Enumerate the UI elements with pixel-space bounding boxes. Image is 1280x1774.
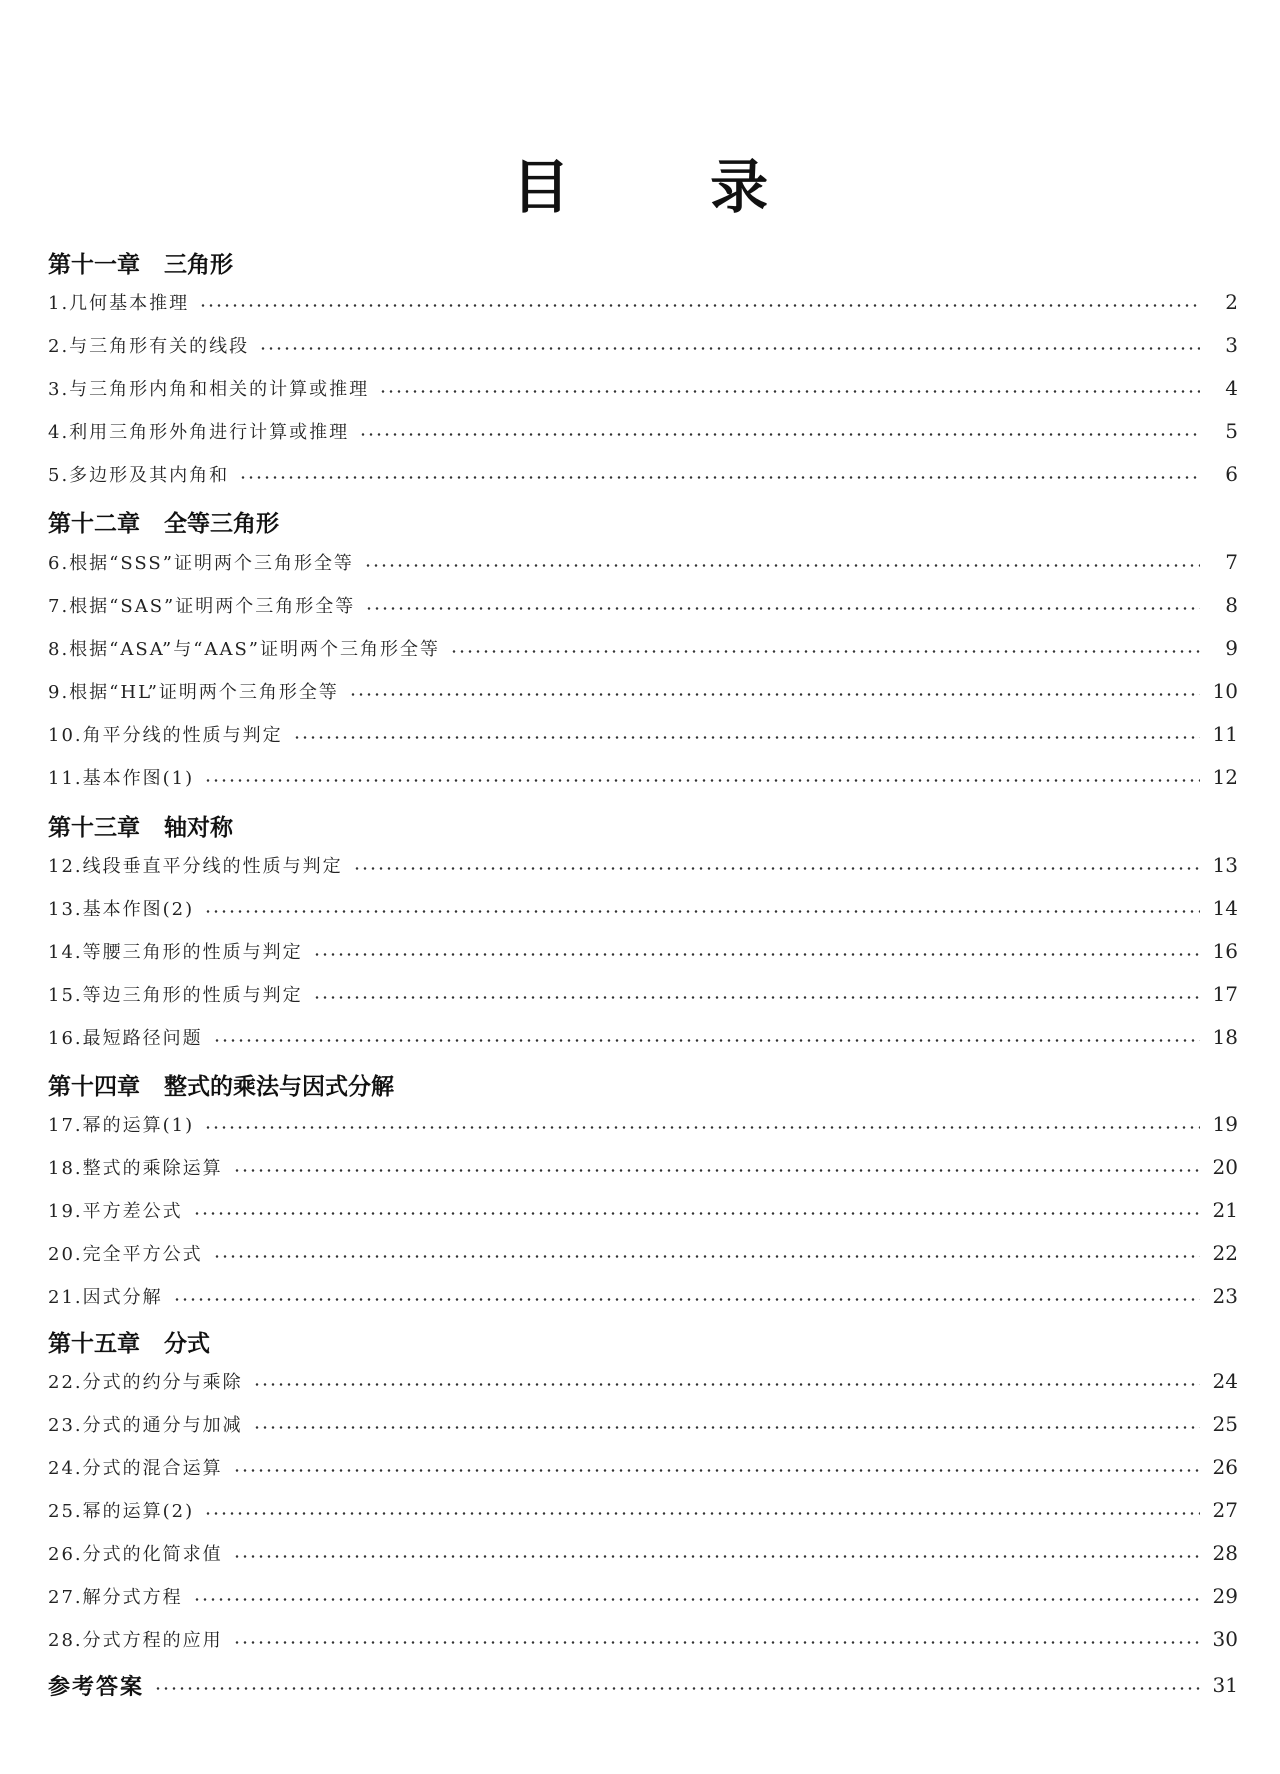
toc-entry[interactable] bbox=[48, 1364, 1238, 1398]
dot-leader bbox=[359, 433, 1200, 436]
page-number: 7 bbox=[1225, 550, 1238, 574]
entry-label: 12.线段垂直平分线的性质与判定 bbox=[48, 856, 343, 877]
page-number: 11 bbox=[1212, 722, 1238, 746]
dot-leader bbox=[204, 910, 1200, 913]
dot-leader bbox=[253, 1383, 1200, 1386]
page-title: 目 录 bbox=[511, 153, 829, 221]
page-number: 8 bbox=[1225, 593, 1238, 617]
toc-entry[interactable] bbox=[48, 1622, 1238, 1656]
dot-leader bbox=[379, 390, 1200, 393]
entry-label: 22.分式的约分与乘除 bbox=[48, 1372, 243, 1393]
dot-leader bbox=[233, 1641, 1200, 1644]
dot-leader bbox=[313, 996, 1200, 999]
page-number: 29 bbox=[1212, 1584, 1238, 1608]
entry-label: 26.分式的化简求值 bbox=[48, 1544, 223, 1565]
page-number: 31 bbox=[1212, 1673, 1238, 1697]
dot-leader bbox=[193, 1598, 1200, 1601]
dot-leader bbox=[253, 1426, 1200, 1429]
entry-label: 24.分式的混合运算 bbox=[48, 1458, 223, 1479]
entry-label: 5.多边形及其内角和 bbox=[48, 465, 230, 486]
chapter-heading bbox=[48, 245, 1238, 279]
entry-label: 3.与三角形内角和相关的计算或推理 bbox=[48, 379, 370, 400]
entry-label: 20.完全平方公式 bbox=[48, 1244, 203, 1265]
entry-label: 18.整式的乘除运算 bbox=[48, 1158, 223, 1179]
page-number: 16 bbox=[1212, 939, 1238, 963]
toc-entry[interactable] bbox=[48, 891, 1238, 925]
dot-leader bbox=[154, 1687, 1200, 1690]
page-number: 10 bbox=[1212, 679, 1238, 703]
toc-entry[interactable] bbox=[48, 1193, 1238, 1227]
toc-entry[interactable] bbox=[48, 760, 1238, 794]
page-number: 22 bbox=[1212, 1241, 1238, 1265]
dot-leader bbox=[353, 867, 1200, 870]
entry-label: 10.角平分线的性质与判定 bbox=[48, 725, 283, 746]
entry-label: 15.等边三角形的性质与判定 bbox=[48, 985, 303, 1006]
entry-label: 23.分式的通分与加减 bbox=[48, 1415, 243, 1436]
dot-leader bbox=[204, 779, 1200, 782]
dot-leader bbox=[293, 736, 1200, 739]
entry-label: 11.基本作图(1) bbox=[48, 768, 195, 789]
page-number: 28 bbox=[1212, 1541, 1238, 1565]
dot-leader bbox=[364, 564, 1200, 567]
chapter-heading bbox=[48, 1067, 1238, 1101]
chapter-title: 第十四章 整式的乘法与因式分解 bbox=[48, 1073, 395, 1100]
page-number: 4 bbox=[1225, 376, 1238, 400]
page-number: 25 bbox=[1212, 1412, 1238, 1436]
page-number: 6 bbox=[1225, 462, 1238, 486]
entry-label: 27.解分式方程 bbox=[48, 1587, 183, 1608]
entry-label: 28.分式方程的应用 bbox=[48, 1630, 223, 1651]
dot-leader bbox=[204, 1512, 1200, 1515]
page-number: 14 bbox=[1212, 896, 1238, 920]
entry-label: 1.几何基本推理 bbox=[48, 293, 190, 314]
toc-entry[interactable] bbox=[48, 1450, 1238, 1484]
page-number: 20 bbox=[1212, 1155, 1238, 1179]
dot-leader bbox=[233, 1555, 1200, 1558]
toc-entry[interactable] bbox=[48, 934, 1238, 968]
dot-leader bbox=[213, 1255, 1200, 1258]
dot-leader bbox=[349, 693, 1200, 696]
toc-entry[interactable] bbox=[48, 1493, 1238, 1527]
dot-leader bbox=[233, 1469, 1200, 1472]
toc-entry[interactable] bbox=[48, 674, 1238, 708]
toc-entry[interactable] bbox=[48, 1236, 1238, 1270]
entry-label: 16.最短路径问题 bbox=[48, 1028, 203, 1049]
dot-leader bbox=[365, 607, 1200, 610]
entry-label: 17.幂的运算(1) bbox=[48, 1115, 195, 1136]
toc-entry[interactable] bbox=[48, 545, 1238, 579]
page-number: 24 bbox=[1212, 1369, 1238, 1393]
dot-leader bbox=[259, 347, 1200, 350]
page-number: 27 bbox=[1212, 1498, 1238, 1522]
answers-label: 参考答案 bbox=[48, 1674, 145, 1700]
entry-label: 7.根据“SAS”证明两个三角形全等 bbox=[48, 596, 356, 617]
chapter-title: 第十一章 三角形 bbox=[48, 251, 234, 278]
toc-entry[interactable] bbox=[48, 1107, 1238, 1141]
toc-entry[interactable] bbox=[48, 848, 1238, 882]
dot-leader bbox=[313, 953, 1200, 956]
page-number: 12 bbox=[1212, 765, 1238, 789]
chapter-heading bbox=[48, 808, 1238, 842]
page-number: 3 bbox=[1225, 333, 1238, 357]
chapter-heading bbox=[48, 504, 1238, 538]
entry-label: 25.幂的运算(2) bbox=[48, 1501, 195, 1522]
page-number: 18 bbox=[1212, 1025, 1238, 1049]
chapter-title: 第十二章 全等三角形 bbox=[48, 510, 280, 537]
toc-entry[interactable] bbox=[48, 631, 1238, 665]
entry-label: 21.因式分解 bbox=[48, 1287, 163, 1308]
entry-label: 19.平方差公式 bbox=[48, 1201, 183, 1222]
toc-entry[interactable] bbox=[48, 1407, 1238, 1441]
dot-leader bbox=[173, 1298, 1200, 1301]
toc-entry[interactable] bbox=[48, 457, 1238, 491]
toc-entry[interactable] bbox=[48, 588, 1238, 622]
toc-entry[interactable] bbox=[48, 414, 1238, 448]
toc-entry[interactable] bbox=[48, 1536, 1238, 1570]
page-number: 30 bbox=[1212, 1627, 1238, 1651]
page-number: 5 bbox=[1225, 419, 1238, 443]
toc-entry[interactable] bbox=[48, 1279, 1238, 1313]
toc-entry[interactable] bbox=[48, 328, 1238, 362]
page-number: 2 bbox=[1225, 290, 1238, 314]
toc-entry[interactable] bbox=[48, 371, 1238, 405]
entry-label: 4.利用三角形外角进行计算或推理 bbox=[48, 422, 350, 443]
toc-entry[interactable] bbox=[48, 977, 1238, 1011]
entry-label: 8.根据“ASA”与“AAS”证明两个三角形全等 bbox=[48, 639, 440, 660]
page-number: 17 bbox=[1212, 982, 1238, 1006]
dot-leader bbox=[213, 1039, 1200, 1042]
chapter-title: 第十五章 分式 bbox=[48, 1330, 211, 1357]
chapter-title: 第十三章 轴对称 bbox=[48, 814, 234, 841]
toc-entry[interactable] bbox=[48, 1020, 1238, 1054]
entry-label: 13.基本作图(2) bbox=[48, 899, 195, 920]
entry-label: 2.与三角形有关的线段 bbox=[48, 336, 250, 357]
page-number: 19 bbox=[1212, 1112, 1238, 1136]
dot-leader bbox=[199, 304, 1200, 307]
dot-leader bbox=[450, 650, 1200, 653]
page-number: 23 bbox=[1212, 1284, 1238, 1308]
dot-leader bbox=[239, 476, 1200, 479]
page-number: 13 bbox=[1212, 853, 1238, 877]
dot-leader bbox=[193, 1212, 1200, 1215]
answers-entry[interactable] bbox=[48, 1668, 1238, 1702]
page-number: 26 bbox=[1212, 1455, 1238, 1479]
page-number: 9 bbox=[1225, 636, 1238, 660]
entry-label: 14.等腰三角形的性质与判定 bbox=[48, 942, 303, 963]
dot-leader bbox=[204, 1126, 1200, 1129]
toc-entry[interactable] bbox=[48, 285, 1238, 319]
toc-entry[interactable] bbox=[48, 1150, 1238, 1184]
toc-entry[interactable] bbox=[48, 1579, 1238, 1613]
dot-leader bbox=[233, 1169, 1200, 1172]
page-number: 21 bbox=[1212, 1198, 1238, 1222]
chapter-heading bbox=[48, 1324, 1238, 1358]
entry-label: 6.根据“SSS”证明两个三角形全等 bbox=[48, 553, 354, 574]
entry-label: 9.根据“HL”证明两个三角形全等 bbox=[48, 682, 339, 703]
toc-entry[interactable] bbox=[48, 717, 1238, 751]
